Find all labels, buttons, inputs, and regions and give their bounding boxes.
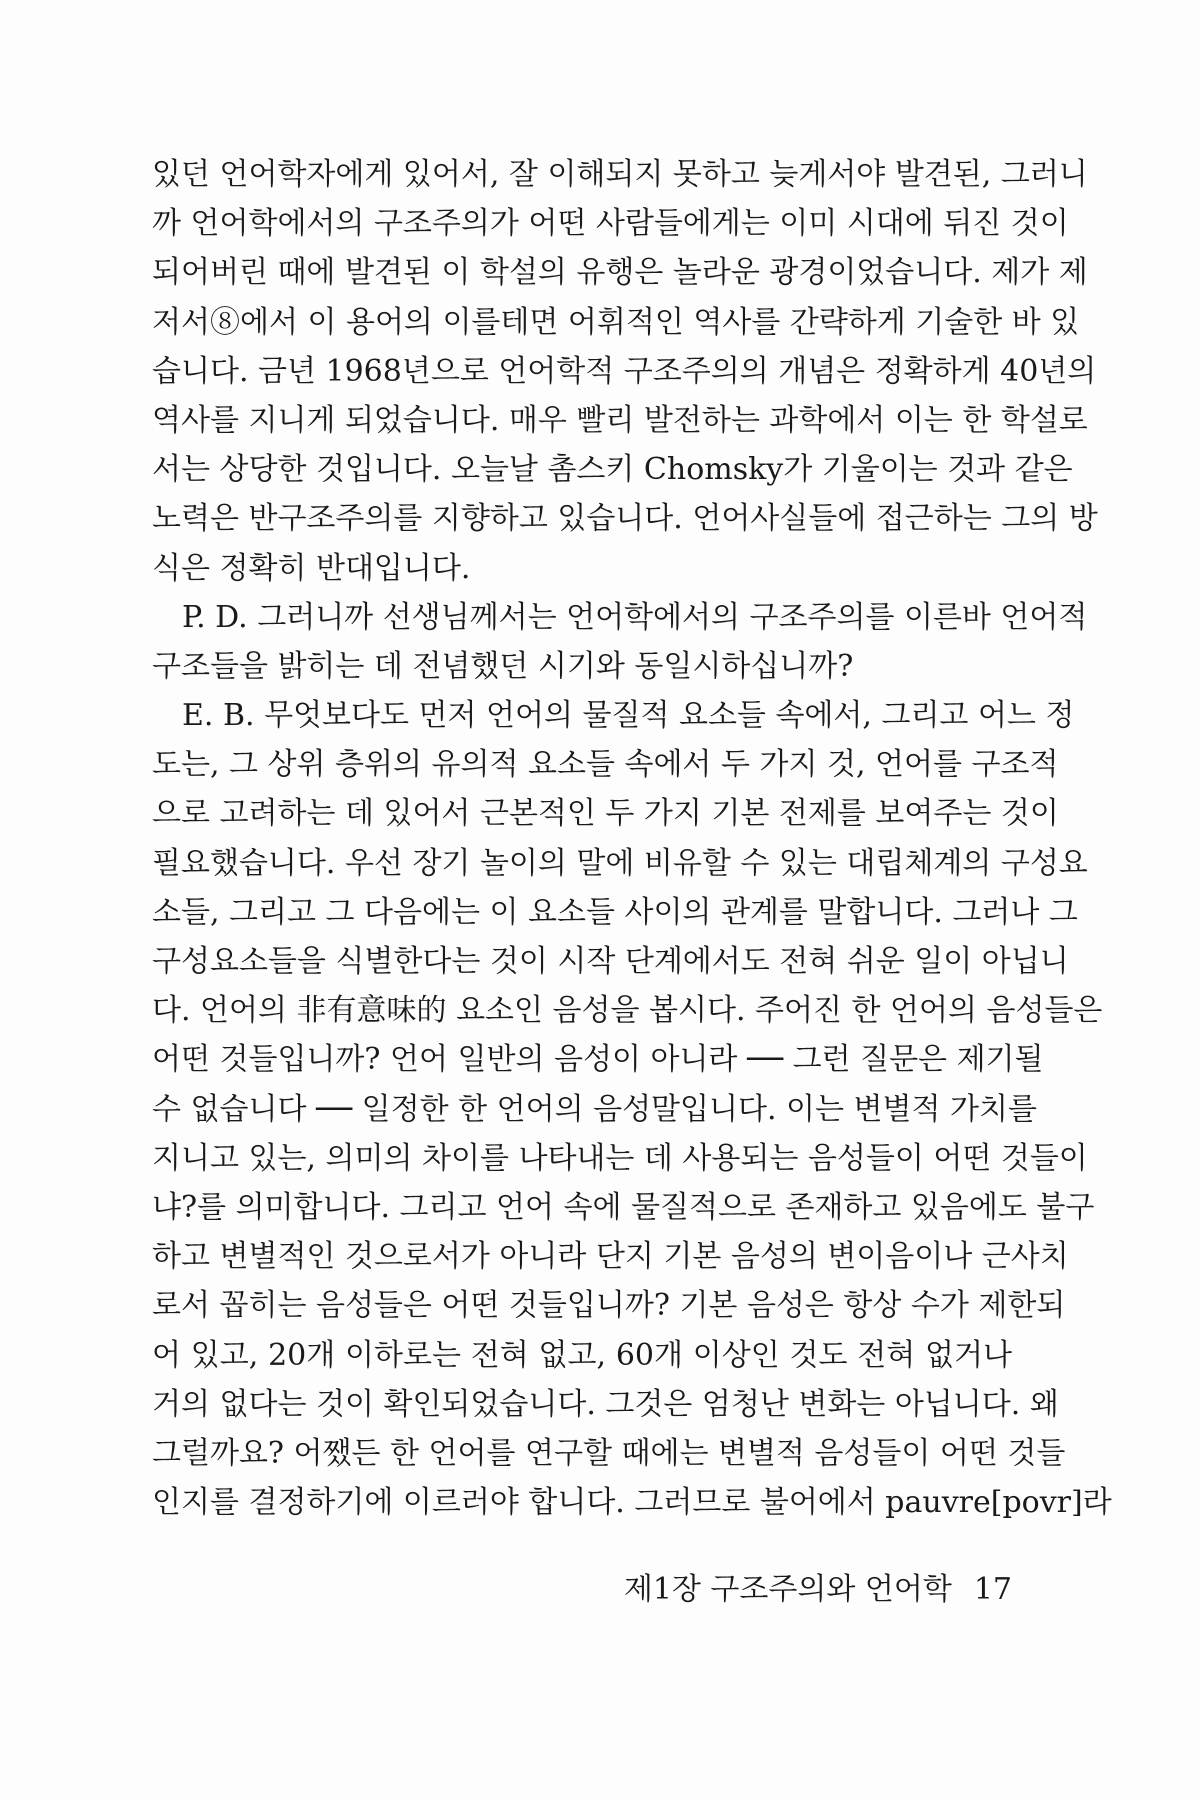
page-footer: [620, 1568, 1012, 1612]
running-footer-chapter: 제1장 구조주의와 언어학: [623, 1572, 952, 1607]
text-line: E. B. 무엇보다도 먼저 언어의 물질적 요소들 속에서, 그리고 어느 정: [152, 698, 1075, 734]
text-line: 식은 정확히 반대입니다.: [152, 550, 471, 586]
text-line: 다. 언어의 非有意味的 요소인 음성을 봅시다. 주어진 한 언어의 음성들은: [152, 993, 1103, 1029]
text-line: 구조들을 밝히는 데 전념했던 시기와 동일시하십니까?: [152, 648, 854, 684]
text-line: 그럴까요? 어쨌든 한 언어를 연구할 때에는 변별적 음성들이 어떤 것들: [152, 1435, 1066, 1471]
text-line: P. D. 그러니까 선생님께서는 언어학에서의 구조주의를 이른바 언어적: [152, 599, 1088, 635]
text-line: 으로 고려하는 데 있어서 근본적인 두 가지 기본 전제를 보여주는 것이: [152, 796, 1059, 832]
text-line: 냐?를 의미합니다. 그리고 언어 속에 물질적으로 존재하고 있음에도 불구: [152, 1189, 1095, 1225]
text-line: 있던 언어학자에게 있어서, 잘 이해되지 못하고 늦게서야 발견된, 그러니: [152, 157, 1088, 192]
text-line: 까 언어학에서의 구조주의가 어떤 사람들에게는 이미 시대에 뒤진 것이: [152, 206, 1069, 242]
text-line: 노력은 반구조주의를 지향하고 있습니다. 언어사실들에 접근하는 그의 방: [152, 501, 1098, 537]
text-line: 저서⑧에서 이 용어의 이를테면 어휘적인 역사를 간략하게 기술한 바 있: [152, 304, 1080, 340]
body-text: [152, 150, 1112, 1527]
text-line: 수 없습니다 ── 일정한 한 언어의 음성말입니다. 이는 변별적 가치를: [152, 1091, 1037, 1127]
text-line: 필요했습니다. 우선 장기 놀이의 말에 비유할 수 있는 대립체계의 구성요: [152, 845, 1088, 881]
text-line: 인지를 결정하기에 이르러야 합니다. 그러므로 불어에서 pauvre[povr]라: [152, 1485, 1112, 1521]
text-line: 하고 변별적인 것으로서가 아니라 단지 기본 음성의 변이음이나 근사치: [152, 1239, 1069, 1275]
page-number: 17: [973, 1572, 1012, 1607]
text-line: 습니다. 금년 1968년으로 언어학적 구조주의의 개념은 정확하게 40년의: [152, 353, 1097, 389]
text-line: 지니고 있는, 의미의 차이를 나타내는 데 사용되는 음성들이 어떤 것들이: [152, 1140, 1088, 1176]
text-line: 역사를 지니게 되었습니다. 매우 빨리 발전하는 과학에서 이는 한 학설로: [152, 402, 1088, 438]
text-line: 도는, 그 상위 층위의 유의적 요소들 속에서 두 가지 것, 언어를 구조적: [152, 747, 1059, 783]
text-line: 되어버린 때에 발견된 이 학설의 유행은 놀라운 광경이었습니다. 제가 제: [152, 255, 1088, 291]
text-line: 소들, 그리고 그 다음에는 이 요소들 사이의 관계를 말합니다. 그러나 그: [152, 894, 1078, 930]
text-line: 서는 상당한 것입니다. 오늘날 촘스키 Chomsky가 기울이는 것과 같은: [152, 452, 1073, 488]
text-line: 어떤 것들입니까? 언어 일반의 음성이 아니라 ── 그런 질문은 제기될: [152, 1042, 1044, 1078]
text-line: 구성요소들을 식별한다는 것이 시작 단계에서도 전혀 쉬운 일이 아닙니: [152, 944, 1069, 979]
text-line: 어 있고, 20개 이하로는 전혀 없고, 60개 이상인 것도 전혀 없거나: [152, 1337, 1012, 1373]
text-line: 로서 꼽히는 음성들은 어떤 것들입니까? 기본 음성은 항상 수가 제한되: [152, 1288, 1066, 1324]
text-line: 거의 없다는 것이 확인되었습니다. 그것은 엄청난 변화는 아닙니다. 왜: [152, 1386, 1059, 1422]
